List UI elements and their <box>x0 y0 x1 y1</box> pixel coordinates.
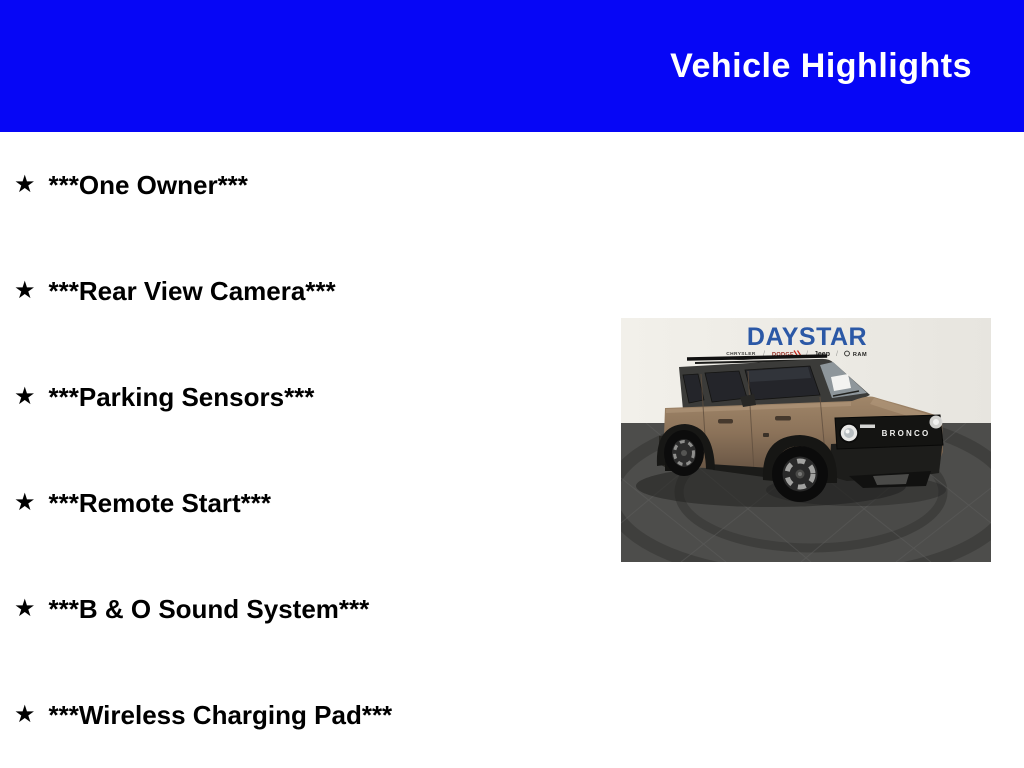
brand-separator: / <box>836 351 838 358</box>
highlight-label: ***Remote Start*** <box>48 487 272 518</box>
star-icon: ★ <box>14 701 36 728</box>
brand-dodge: DODGE <box>771 352 795 358</box>
highlight-label: ***Rear View Camera*** <box>48 275 336 306</box>
highlight-label: ***Wireless Charging Pad*** <box>48 699 393 730</box>
highlight-item <box>0 132 620 238</box>
grille-text: BRONCO <box>881 429 931 438</box>
highlight-item <box>0 238 620 344</box>
rear-wheel <box>664 430 704 476</box>
highlights-list <box>0 132 620 768</box>
highlight-item <box>0 662 620 768</box>
vehicle-photo <box>621 318 991 562</box>
brand-ram: RAM <box>852 352 868 358</box>
star-icon: ★ <box>14 489 36 516</box>
star-icon: ★ <box>14 171 36 198</box>
star-icon: ★ <box>14 383 36 410</box>
header-bar <box>0 0 1024 132</box>
highlight-label: ***Parking Sensors*** <box>48 381 315 412</box>
brand-jeep: Jeep <box>814 351 830 358</box>
highlight-label: ***B & O Sound System*** <box>48 593 370 624</box>
brand-separator: / <box>763 351 765 358</box>
front-wheel <box>772 446 828 502</box>
page-title: Vehicle Highlights <box>670 46 972 85</box>
brand-chrysler: CHRYSLER <box>726 352 756 357</box>
highlight-item <box>0 556 620 662</box>
highlight-item <box>0 450 620 556</box>
dealer-logo-text: DAYSTAR <box>746 323 868 351</box>
star-icon: ★ <box>14 595 36 622</box>
star-icon: ★ <box>14 277 36 304</box>
highlight-label: ***One Owner*** <box>48 169 248 200</box>
brand-separator: / <box>806 351 808 358</box>
highlight-item <box>0 344 620 450</box>
